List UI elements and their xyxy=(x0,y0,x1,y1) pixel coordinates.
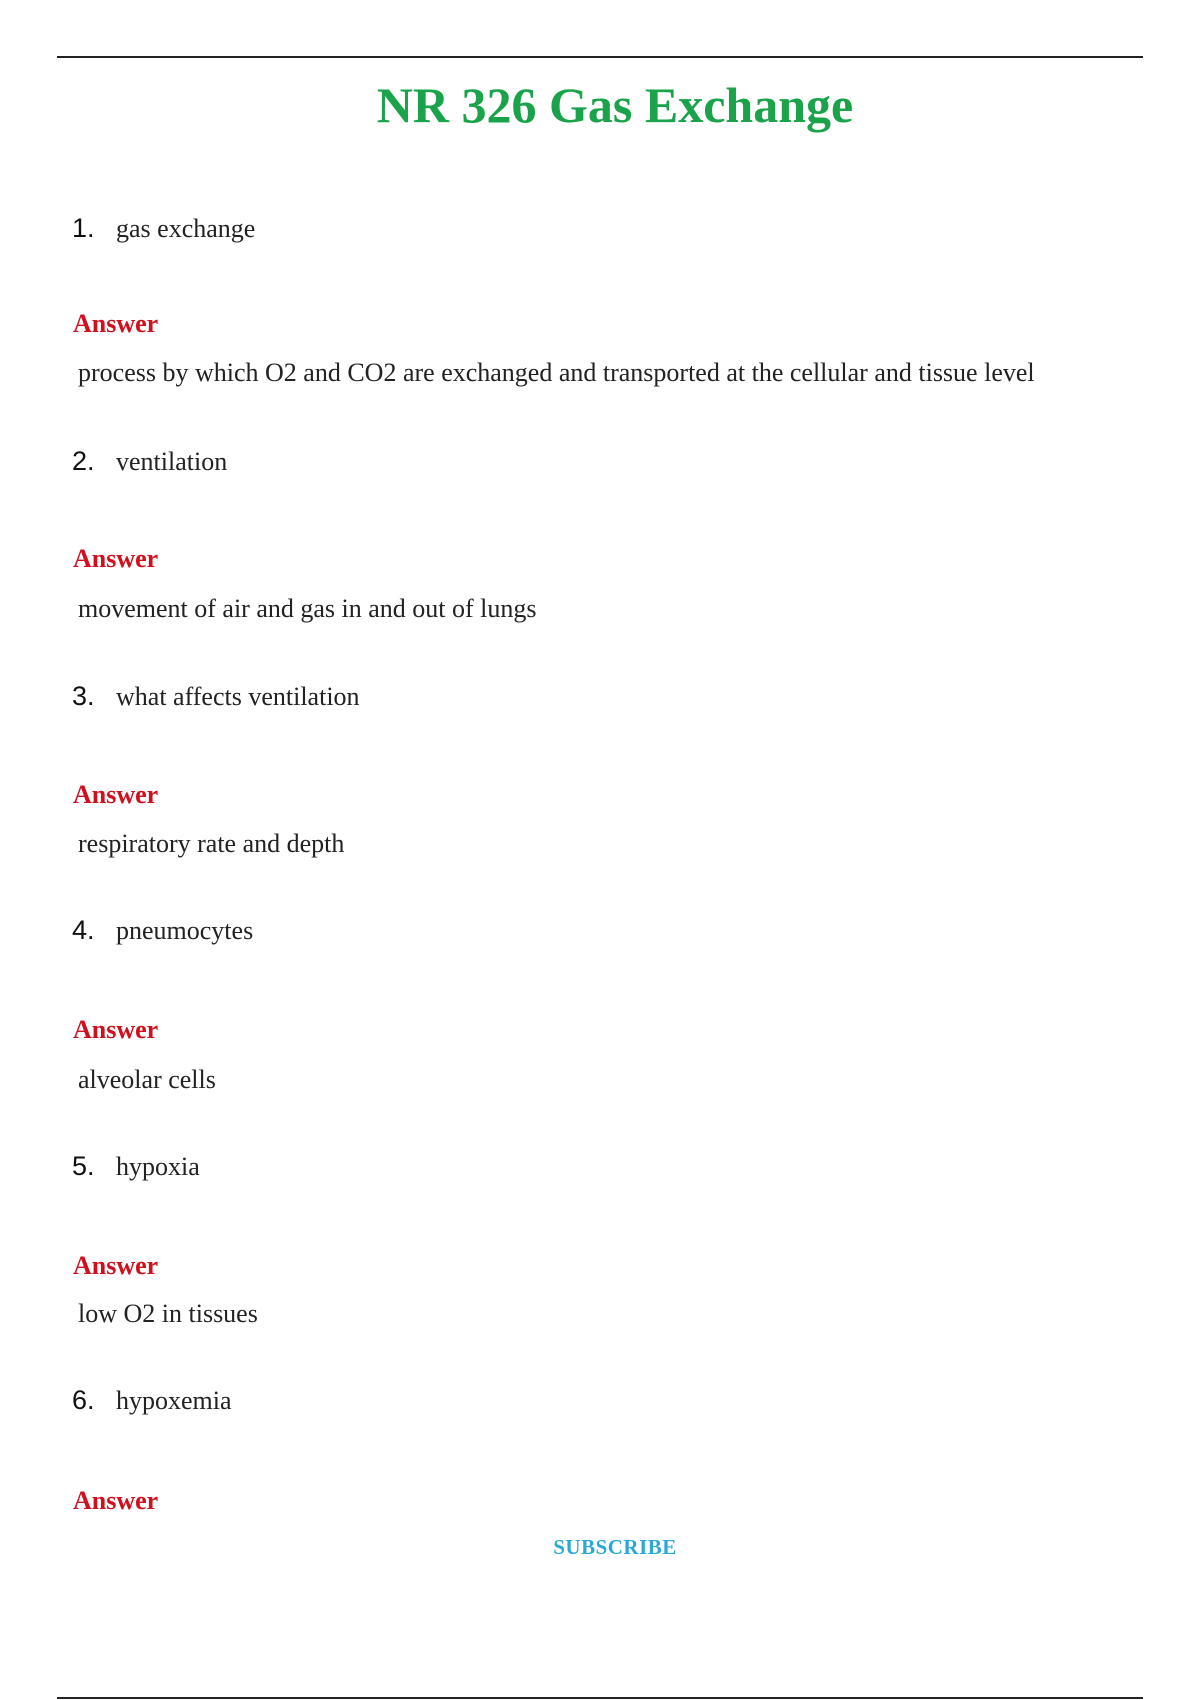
question-number: 3. xyxy=(72,681,95,711)
answer-label: Answer xyxy=(73,309,159,338)
answer-text: movement of air and gas in and out of lungs xyxy=(78,594,537,623)
question-number: 4. xyxy=(72,915,95,945)
question-term: gas exchange xyxy=(116,214,256,243)
question-term: hypoxia xyxy=(116,1152,200,1181)
answer-text: low O2 in tissues xyxy=(78,1299,258,1328)
answer-label: Answer xyxy=(73,544,159,573)
question-number: 2. xyxy=(72,446,95,476)
answer-label: Answer xyxy=(73,780,159,809)
question-item xyxy=(72,1383,232,1418)
answer-text: alveolar cells xyxy=(78,1065,216,1094)
question-term: ventilation xyxy=(116,447,228,476)
answer-label: Answer xyxy=(73,1015,159,1044)
question-item xyxy=(72,444,227,479)
bottom-rule xyxy=(57,1697,1143,1699)
top-rule xyxy=(57,56,1143,58)
question-term: what affects ventilation xyxy=(116,682,360,711)
question-number: 1. xyxy=(72,213,95,243)
question-item xyxy=(72,1149,200,1184)
question-number: 5. xyxy=(72,1151,95,1181)
answer-label: Answer xyxy=(73,1251,159,1280)
question-number: 6. xyxy=(72,1385,95,1415)
question-term: hypoxemia xyxy=(116,1386,232,1415)
subscribe-link[interactable]: SUBSCRIBE xyxy=(553,1535,677,1559)
answer-text: respiratory rate and depth xyxy=(78,829,345,858)
question-item xyxy=(72,679,360,714)
answer-text: process by which O2 and CO2 are exchanged and transported at the cellular and tissue level xyxy=(78,358,1035,387)
question-item xyxy=(72,211,255,246)
question-term: pneumocytes xyxy=(116,916,254,945)
page-title: NR 326 Gas Exchange xyxy=(376,77,854,133)
question-item xyxy=(72,913,253,948)
answer-label: Answer xyxy=(73,1486,159,1515)
